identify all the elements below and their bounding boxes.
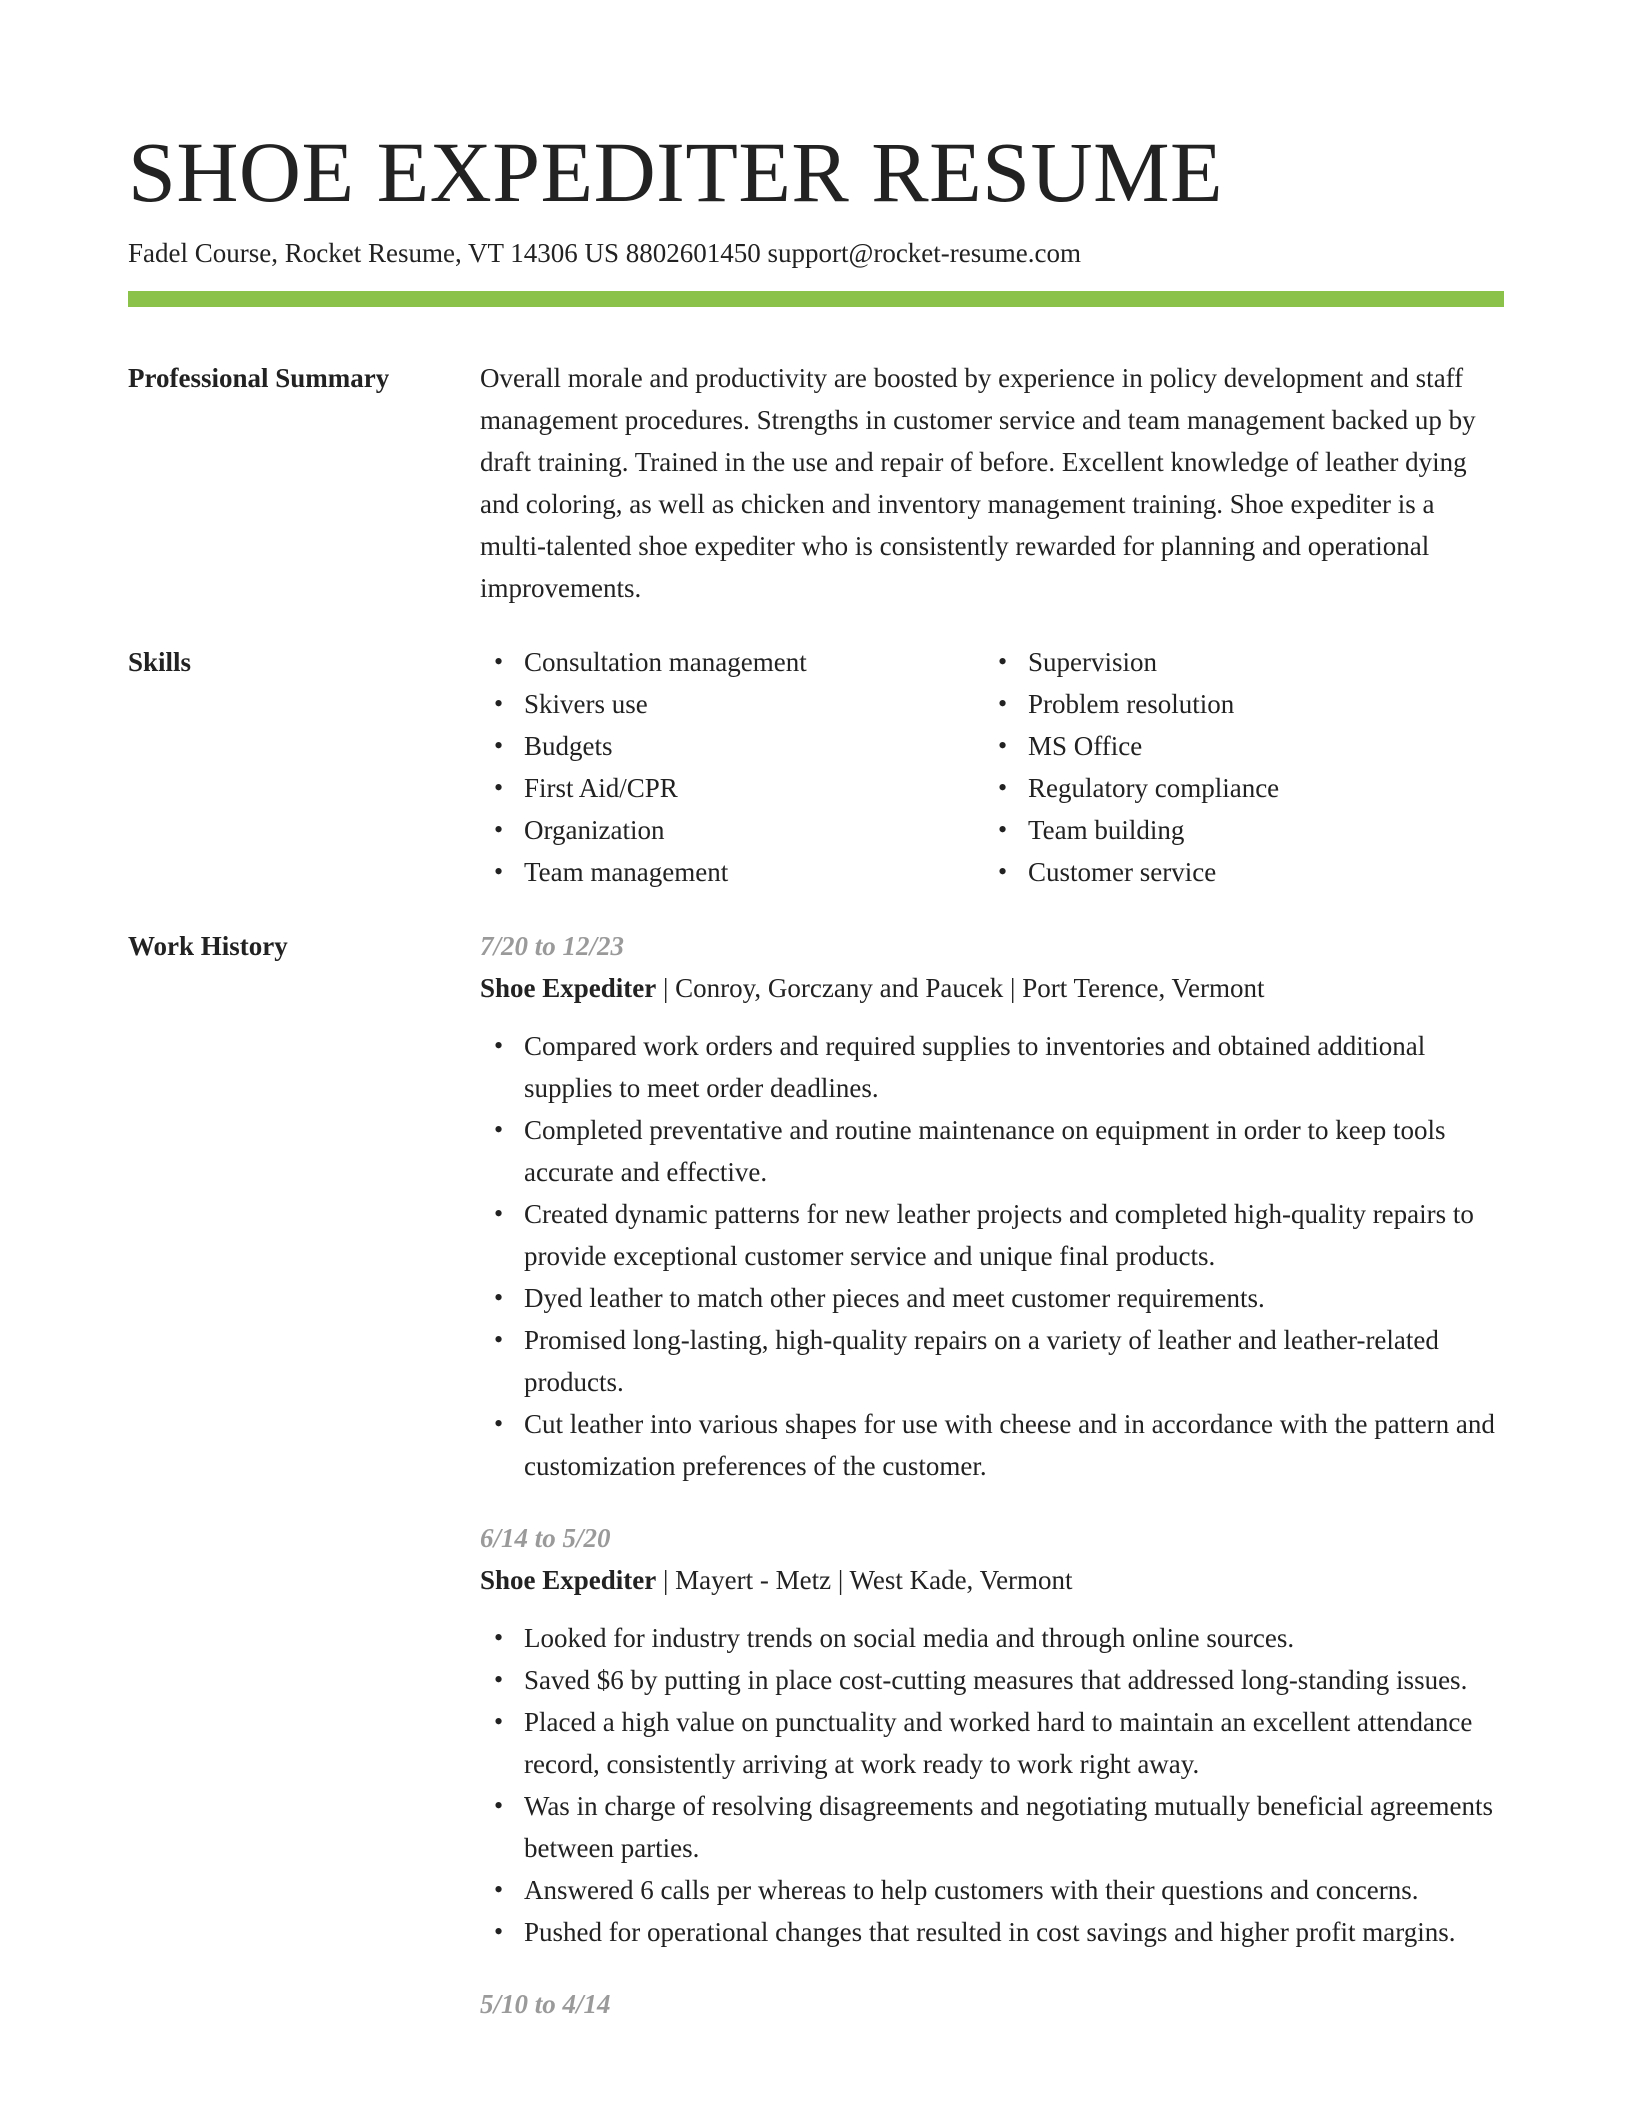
job-heading [480,967,1504,1009]
job-details: | Mayert - Metz | West Kade, Vermont [656,1565,1073,1595]
skill-label: Team building [1028,815,1185,845]
skill-item [494,851,984,893]
bullet-icon: • [494,1917,504,1946]
bullet-icon: • [494,689,504,718]
job-bullet [494,1109,1504,1193]
summary-text: Overall morale and productivity are boosted by experience in policy development and staff management procedures. Strengths in customer service and team management backed up by draft training. Trained in the use and repair of before. Excellent knowledge of leather dying and coloring, as well as chicken and inventory management training. Shoe expediter is a multi-talented shoe expediter who is consistently rewarded for planning and operational improvements. [480,363,1476,603]
bullet-icon: • [998,731,1008,760]
bullet-icon: • [494,1115,504,1144]
professional-summary-section [128,357,1504,609]
job-bullet [494,1277,1504,1319]
skill-item [998,683,1488,725]
job-bullet [494,1785,1504,1869]
skill-label: Supervision [1028,647,1158,677]
skills-section [128,641,1504,893]
skill-label: MS Office [1028,731,1143,761]
skill-item [998,851,1488,893]
skill-item [998,767,1488,809]
skill-label: Skivers use [524,689,648,719]
job-dates: 7/20 to 12/23 [480,931,625,961]
skills-column-left [480,641,984,893]
bullet-icon: • [494,1665,504,1694]
job-bullets [480,1025,1504,1487]
bullet-icon: • [494,857,504,886]
skill-label: Budgets [524,731,613,761]
job-bullet [494,1617,1504,1659]
job-bullet-text: Compared work orders and required supplies to inventories and obtained additional supplies to meet order deadlines. [524,1031,1426,1103]
job-bullet-text: Pushed for operational changes that resulted in cost savings and higher profit margins. [524,1917,1456,1947]
job-bullet-text: Looked for industry trends on social media and through online sources. [524,1623,1295,1653]
skill-item [494,767,984,809]
job-bullet-text: Completed preventative and routine maintenance on equipment in order to keep tools accurate and effective. [524,1115,1446,1187]
job-bullet-text: Placed a high value on punctuality and worked hard to maintain an excellent attendance record, consistently arriving at work ready to work right away. [524,1707,1473,1779]
bullet-icon: • [494,1791,504,1820]
skill-label: First Aid/CPR [524,773,678,803]
skill-label: Team management [524,857,729,887]
skills-columns [480,641,1504,893]
job-entry [480,925,1504,1487]
skill-label: Problem resolution [1028,689,1235,719]
skill-item [998,725,1488,767]
job-bullet-text: Cut leather into various shapes for use with cheese and in accordance with the pattern and customization preferences of the customer. [524,1409,1495,1481]
bullet-icon: • [494,731,504,760]
job-bullet-text: Dyed leather to match other pieces and meet customer requirements. [524,1283,1265,1313]
skills-column-right [984,641,1488,893]
bullet-icon: • [494,1031,504,1060]
job-bullets [480,1617,1504,1953]
bullet-icon: • [494,815,504,844]
job-bullet-text: Saved $6 by putting in place cost-cutting measures that addressed long-standing issues. [524,1665,1468,1695]
bullet-icon: • [494,1325,504,1354]
contact-line: Fadel Course, Rocket Resume, VT 14306 US 8802601450 support@rocket-resume.com [128,238,1081,268]
job-dates: 6/14 to 5/20 [480,1523,611,1553]
skill-label: Consultation management [524,647,807,677]
job-title: Shoe Expediter [480,1565,657,1595]
skill-item [998,809,1488,851]
bullet-icon: • [494,1707,504,1736]
skill-item [494,809,984,851]
skills-list-left [480,641,984,893]
bullet-icon: • [998,815,1008,844]
job-details: | Conroy, Gorczany and Paucek | Port Terence, Vermont [656,973,1265,1003]
job-title: Shoe Expediter [480,973,657,1003]
job-bullet [494,1025,1504,1109]
job-bullet [494,1869,1504,1911]
section-label-skills: Skills [128,647,192,677]
skills-body [480,641,1504,893]
skill-item [998,641,1488,683]
bullet-icon: • [494,1283,504,1312]
header-divider [128,291,1504,307]
job-bullet-text: Was in charge of resolving disagreements and negotiating mutually beneficial agreements between parties. [524,1791,1494,1863]
bullet-icon: • [494,1199,504,1228]
job-bullet [494,1193,1504,1277]
job-bullet-text: Created dynamic patterns for new leather projects and completed high-quality repairs to provide exceptional customer service and unique final products. [524,1199,1474,1271]
skill-item [494,725,984,767]
skill-label: Organization [524,815,665,845]
skill-item [494,683,984,725]
job-bullet [494,1659,1504,1701]
skill-label: Customer service [1028,857,1217,887]
job-bullet-text: Answered 6 calls per whereas to help customers with their questions and concerns. [524,1875,1419,1905]
bullet-icon: • [494,1623,504,1652]
job-bullet [494,1403,1504,1487]
job-bullet [494,1319,1504,1403]
job-dates: 5/10 to 4/14 [480,1989,611,2019]
work-history-section [128,925,1504,2055]
job-entry [480,1517,1504,1953]
work-history-body [480,925,1504,2055]
professional-summary-body [480,357,1504,609]
skill-item [494,641,984,683]
bullet-icon: • [494,1875,504,1904]
section-label-work-history: Work History [128,931,288,961]
bullet-icon: • [998,773,1008,802]
job-heading [480,1559,1504,1601]
skills-list-right [984,641,1488,893]
bullet-icon: • [998,857,1008,886]
bullet-icon: • [998,647,1008,676]
skill-label: Regulatory compliance [1028,773,1280,803]
bullet-icon: • [494,1409,504,1438]
resume-page [128,0,1504,2055]
job-bullet-text: Promised long-lasting, high-quality repairs on a variety of leather and leather-related products. [524,1325,1439,1397]
bullet-icon: • [998,689,1008,718]
job-bullet [494,1911,1504,1953]
job-bullet [494,1701,1504,1785]
resume-title: SHOE EXPEDITER RESUME [128,124,1224,220]
bullet-icon: • [494,773,504,802]
bullet-icon: • [494,647,504,676]
section-label-professional-summary: Professional Summary [128,363,390,393]
job-entry [480,1983,1504,2025]
